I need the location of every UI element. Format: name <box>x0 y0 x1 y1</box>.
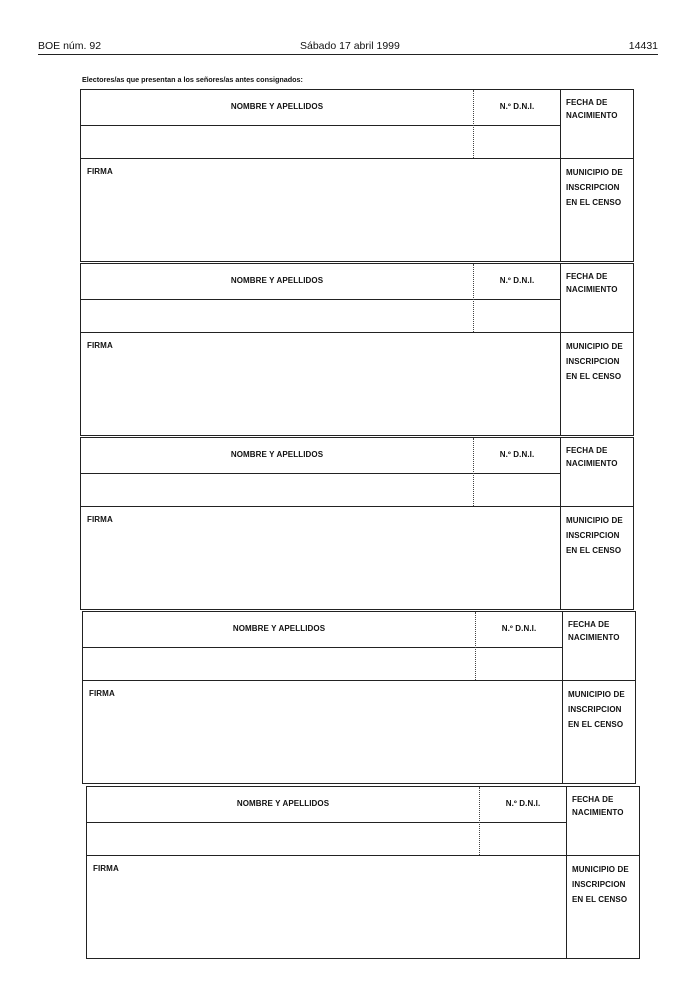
firma-cell[interactable] <box>80 159 560 262</box>
municipio-cell[interactable] <box>560 159 634 262</box>
firma-cell[interactable] <box>80 507 560 610</box>
firma-label: FIRMA <box>87 515 113 524</box>
municipio-label-line3: EN EL CENSO <box>566 198 622 207</box>
column-divider <box>473 264 474 332</box>
fecha-nacimiento-cell[interactable] <box>560 437 634 507</box>
municipio-label-line2: INSCRIPCION <box>568 705 622 714</box>
fecha-label-line1: FECHA DE <box>566 98 608 107</box>
firma-label: FIRMA <box>89 689 115 698</box>
municipio-label-line3: EN EL CENSO <box>566 546 622 555</box>
municipio-label-line2: INSCRIPCION <box>566 531 620 540</box>
dni-label: N.º D.N.I. <box>499 276 535 285</box>
identity-table <box>80 437 560 507</box>
municipio-label-line1: MUNICIPIO DE <box>572 865 629 874</box>
fecha-label <box>572 793 640 819</box>
firma-cell[interactable] <box>86 856 566 959</box>
municipio-label-line1: MUNICIPIO DE <box>566 168 623 177</box>
firma-label: FIRMA <box>93 864 119 873</box>
identity-table <box>80 263 560 333</box>
fecha-label-line1: FECHA DE <box>568 620 610 629</box>
column-divider <box>473 438 474 506</box>
identity-table <box>82 611 562 681</box>
column-divider <box>475 612 476 680</box>
firma-label: FIRMA <box>87 341 113 350</box>
row-divider <box>81 473 560 474</box>
dni-label: N.º D.N.I. <box>499 450 535 459</box>
elector-block <box>86 786 640 959</box>
nombre-label: NOMBRE Y APELLIDOS <box>230 450 324 459</box>
firma-cell[interactable] <box>82 681 562 784</box>
identity-table <box>86 786 566 856</box>
fecha-label-line2: NACIMIENTO <box>572 808 624 817</box>
municipio-cell[interactable] <box>566 856 640 959</box>
column-divider <box>479 787 480 855</box>
identity-table <box>80 89 560 159</box>
municipio-label <box>566 339 634 384</box>
elector-block <box>82 611 636 784</box>
fecha-label <box>566 270 634 296</box>
dni-label: N.º D.N.I. <box>501 624 537 633</box>
fecha-label-line2: NACIMIENTO <box>566 459 618 468</box>
row-divider <box>87 822 566 823</box>
municipio-label <box>566 513 634 558</box>
elector-block <box>80 263 634 436</box>
row-divider <box>83 647 562 648</box>
firma-cell[interactable] <box>80 333 560 436</box>
fecha-nacimiento-cell[interactable] <box>566 786 640 856</box>
fecha-label-line2: NACIMIENTO <box>568 633 620 642</box>
fecha-nacimiento-cell[interactable] <box>560 263 634 333</box>
municipio-label-line2: INSCRIPCION <box>566 183 620 192</box>
column-divider <box>473 90 474 158</box>
header-rule <box>38 54 658 55</box>
page-header <box>38 40 658 54</box>
row-divider <box>81 299 560 300</box>
nombre-label: NOMBRE Y APELLIDOS <box>230 102 324 111</box>
nombre-label: NOMBRE Y APELLIDOS <box>230 276 324 285</box>
municipio-label-line2: INSCRIPCION <box>566 357 620 366</box>
fecha-label <box>566 444 634 470</box>
municipio-label-line2: INSCRIPCION <box>572 880 626 889</box>
municipio-label <box>566 165 634 210</box>
municipio-label-line1: MUNICIPIO DE <box>568 690 625 699</box>
nombre-label: NOMBRE Y APELLIDOS <box>232 624 326 633</box>
fecha-label-line2: NACIMIENTO <box>566 111 618 120</box>
row-divider <box>81 125 560 126</box>
fecha-label <box>566 96 634 122</box>
journal-issue: BOE núm. 92 <box>38 40 102 52</box>
fecha-label-line1: FECHA DE <box>566 446 608 455</box>
municipio-label <box>572 862 640 907</box>
dni-label: N.º D.N.I. <box>499 102 535 111</box>
municipio-label-line3: EN EL CENSO <box>572 895 628 904</box>
municipio-label-line1: MUNICIPIO DE <box>566 516 623 525</box>
elector-block <box>80 437 634 610</box>
municipio-cell[interactable] <box>560 333 634 436</box>
fecha-nacimiento-cell[interactable] <box>562 611 636 681</box>
page-number: 14431 <box>628 40 658 52</box>
firma-label: FIRMA <box>87 167 113 176</box>
municipio-label-line3: EN EL CENSO <box>568 720 624 729</box>
fecha-label-line2: NACIMIENTO <box>566 285 618 294</box>
dni-label: N.º D.N.I. <box>505 799 541 808</box>
publication-date: Sábado 17 abril 1999 <box>300 40 400 52</box>
municipio-cell[interactable] <box>560 507 634 610</box>
municipio-label <box>568 687 636 732</box>
fecha-label <box>568 618 636 644</box>
intro-text: Electores/as que presentan a los señores/as antes consignados: <box>82 75 303 84</box>
elector-block <box>80 89 634 262</box>
municipio-cell[interactable] <box>562 681 636 784</box>
fecha-label-line1: FECHA DE <box>572 795 614 804</box>
fecha-label-line1: FECHA DE <box>566 272 608 281</box>
municipio-label-line3: EN EL CENSO <box>566 372 622 381</box>
municipio-label-line1: MUNICIPIO DE <box>566 342 623 351</box>
fecha-nacimiento-cell[interactable] <box>560 89 634 159</box>
nombre-label: NOMBRE Y APELLIDOS <box>236 799 330 808</box>
